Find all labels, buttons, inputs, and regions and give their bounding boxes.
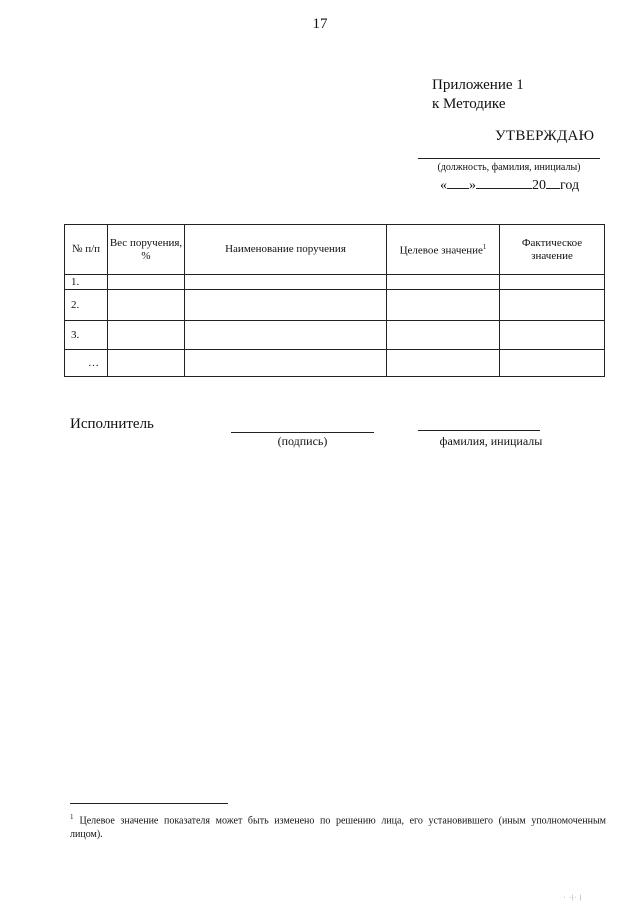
appendix-line-2: к Методике xyxy=(432,96,506,112)
header-name: Наименование поручения xyxy=(185,225,387,275)
footnote xyxy=(70,810,606,842)
approval-signature-line xyxy=(418,158,600,159)
header-actual: Фактическое значение xyxy=(500,225,605,275)
footnote-mark: 1 xyxy=(70,813,74,821)
name-caption: фамилия, инициалы xyxy=(439,434,543,448)
name-line xyxy=(418,430,540,431)
cell-name xyxy=(185,321,387,350)
cell-actual xyxy=(500,350,605,377)
row-number: 3. xyxy=(65,321,108,350)
cell-target xyxy=(387,350,500,377)
header-target-label: Целевое значение xyxy=(399,244,483,257)
cell-name xyxy=(185,350,387,377)
footnote-separator xyxy=(70,803,228,804)
cell-weight xyxy=(108,321,185,350)
date-close-quote: » xyxy=(469,178,476,193)
table-row xyxy=(65,275,605,290)
header-num: № п/п xyxy=(65,225,108,275)
cell-target xyxy=(387,290,500,321)
cell-actual xyxy=(500,321,605,350)
cell-name xyxy=(185,290,387,321)
cell-weight xyxy=(108,290,185,321)
cell-weight xyxy=(108,350,185,377)
appendix-line-1: Приложение 1 xyxy=(432,77,524,93)
table-row xyxy=(65,350,605,377)
cell-actual xyxy=(500,275,605,290)
executor-label: Исполнитель xyxy=(70,416,154,432)
assignments-table xyxy=(64,224,605,377)
header-weight: Вес поручения, % xyxy=(108,225,185,275)
approval-date xyxy=(440,176,579,194)
signature-line xyxy=(231,432,374,433)
cell-actual xyxy=(500,290,605,321)
approval-title: УТВЕРЖДАЮ xyxy=(495,128,595,144)
table-row xyxy=(65,321,605,350)
appendix-caption xyxy=(432,76,524,114)
signature-caption: (подпись) xyxy=(277,434,328,448)
footnote-text: Целевое значение показателя может быть изменено по решению лица, его установившего (иным уполномоченным лицом). xyxy=(70,815,606,841)
date-month-blank xyxy=(476,176,532,189)
page-number: 17 xyxy=(312,16,328,32)
date-day-blank xyxy=(447,176,469,189)
date-century: 20 xyxy=(532,178,546,193)
cell-target xyxy=(387,275,500,290)
table-header-row xyxy=(65,225,605,275)
cell-target xyxy=(387,321,500,350)
row-number: 1. xyxy=(65,275,108,290)
date-year-blank xyxy=(546,176,560,189)
date-year-word: год xyxy=(560,178,580,193)
row-number: 2. xyxy=(65,290,108,321)
header-target xyxy=(387,225,500,275)
date-open-quote: « xyxy=(440,178,447,193)
cell-name xyxy=(185,275,387,290)
table-row xyxy=(65,290,605,321)
cell-weight xyxy=(108,275,185,290)
row-number: … xyxy=(65,350,108,377)
approval-position-note: (должность, фамилия, инициалы) xyxy=(437,162,581,173)
corner-scan-mark: · ·|· | xyxy=(563,895,582,901)
header-target-footnote-mark: 1 xyxy=(482,243,487,252)
